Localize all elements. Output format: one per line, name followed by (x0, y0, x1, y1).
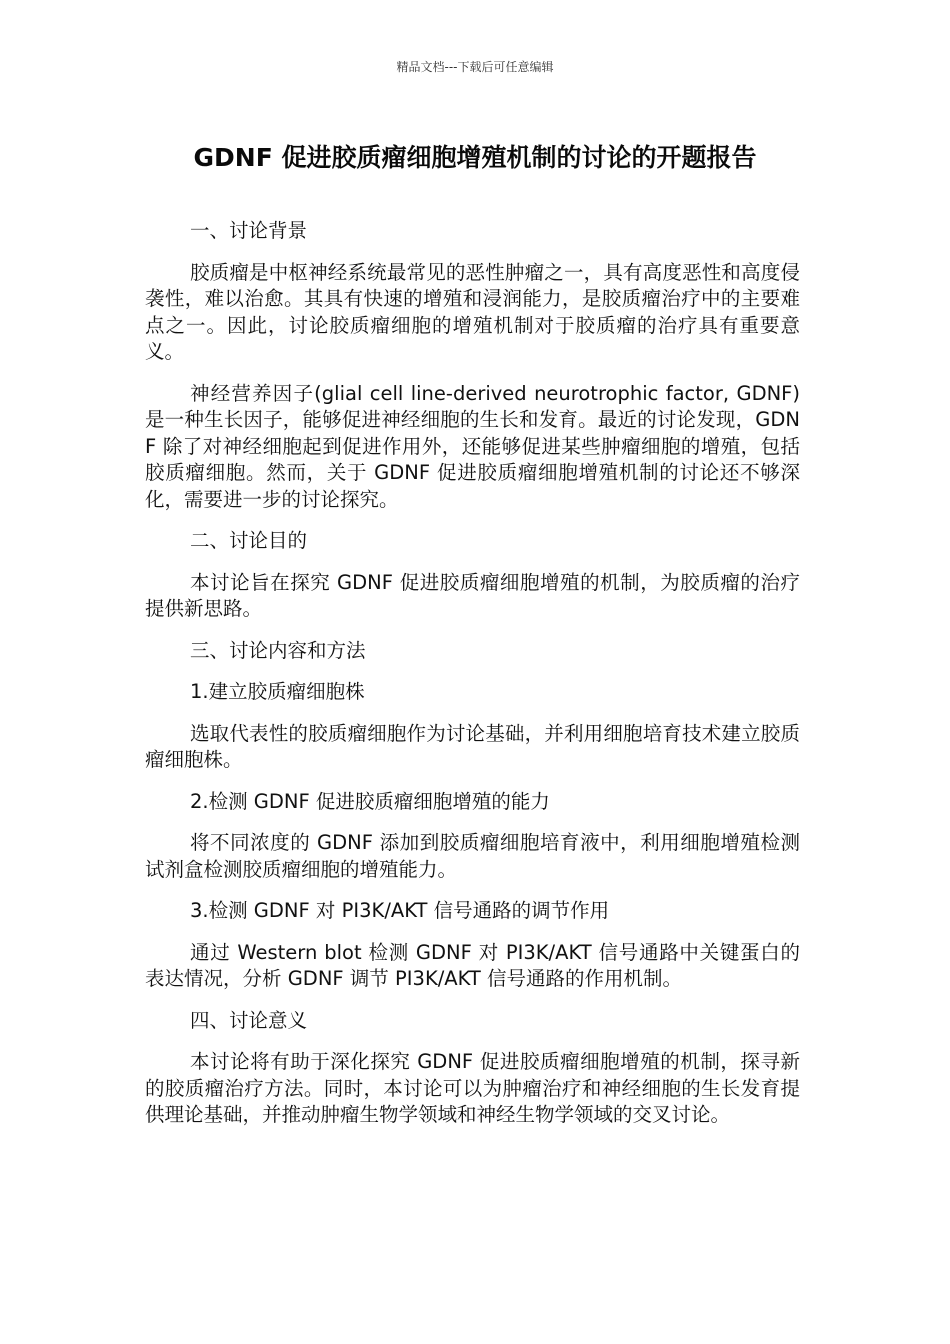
paragraph-purpose: 本讨论旨在探究 GDNF 促进胶质瘤细胞增殖的机制，为胶质瘤的治疗提供新思路。 (145, 570, 800, 620)
header-note: 精品文档---下载后可任意编辑 (396, 60, 554, 74)
paragraph-glioma-intro: 胶质瘤是中枢神经系统最常见的恶性肿瘤之一，具有高度恶性和高度侵袭性，难以治愈。其具有快速的增殖和浸润能力，是胶质瘤治疗中的主要难点之一。因此，讨论胶质瘤细胞的增殖机制对于胶质瘤的治疗具有重要意义。 (145, 260, 800, 363)
section-heading-purpose: 二、讨论目的 (190, 529, 308, 552)
paragraph-significance: 本讨论将有助于深化探究 GDNF 促进胶质瘤细胞增殖的机制，探寻新的胶质瘤治疗方法。同时，本讨论可以为肿瘤治疗和神经细胞的生长发育提供理论基础，并推动肿瘤生物学领域和神经生物学领域的交叉讨论。 (145, 1050, 800, 1126)
document-body (145, 218, 800, 1144)
subheading-proliferation: 2.检测 GDNF 促进胶质瘤细胞增殖的能力 (190, 789, 550, 813)
subheading-pi3k-akt: 3.检测 GDNF 对 PI3K/AKT 信号通路的调节作用 (190, 899, 610, 922)
section-heading-methods: 三、讨论内容和方法 (190, 638, 366, 662)
document-title: GDNF 促进胶质瘤细胞增殖机制的讨论的开题报告 (193, 143, 757, 172)
paragraph-proliferation: 将不同浓度的 GDNF 添加到胶质瘤细胞培育液中，利用细胞增殖检测试剂盒检测胶质瘤细胞的增殖能力。 (145, 831, 800, 881)
section-heading-significance: 四、讨论意义 (190, 1008, 308, 1032)
paragraph-cell-line: 选取代表性的胶质瘤细胞作为讨论基础，并利用细胞培育技术建立胶质瘤细胞株。 (145, 721, 800, 771)
paragraph-gdnf-intro: 神经营养因子(glial cell line-derived neurotrophic factor, GDNF)是一种生长因子，能够促进神经细胞的生长和发育。最近的讨论发现，GDNF 除了对神经细胞起到促进作用外，还能够促进某些肿瘤细胞的增殖，包括胶质瘤细胞。然而，关于 GDNF 促进胶质瘤细胞增殖机制的讨论还不够深化，需要进一步的讨论探究。 (145, 381, 800, 511)
section-heading-background: 一、讨论背景 (190, 219, 308, 242)
subheading-cell-line: 1.建立胶质瘤细胞株 (190, 680, 365, 703)
paragraph-pi3k-akt: 通过 Western blot 检测 GDNF 对 PI3K/AKT 信号通路中关键蛋白的表达情况，分析 GDNF 调节 PI3K/AKT 信号通路的作用机制。 (145, 940, 800, 990)
